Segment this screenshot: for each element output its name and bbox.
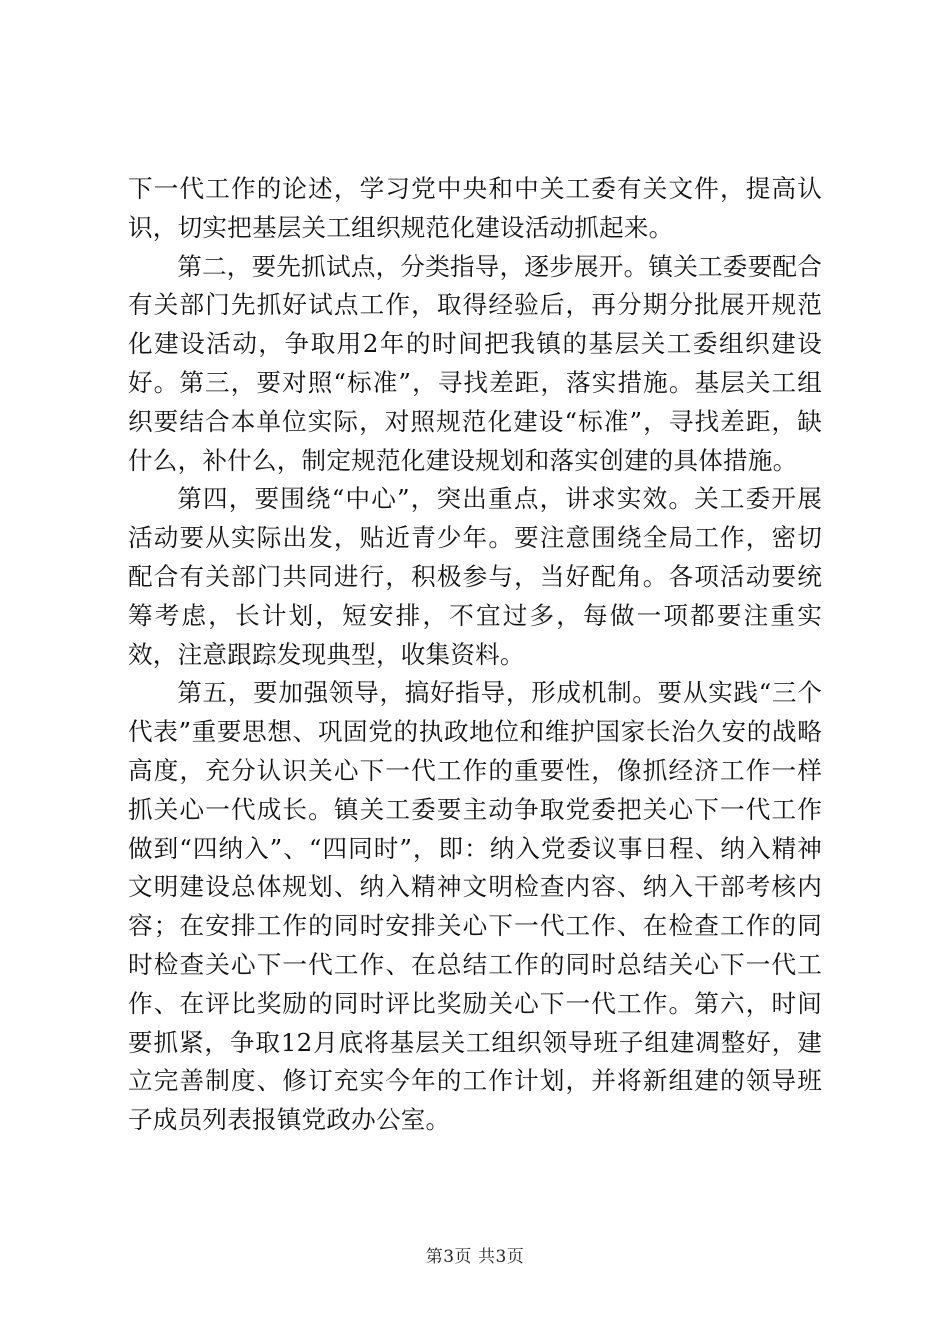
paragraph-fifth-sixth: 第五，要加强领导，搞好指导，形成机制。要从实践“三个代表”重要思想、巩固党的执政地位和维护国家长治久安的战略高度，充分认识关心下一代工作的重要性，像抓经济工作一样抓关心一代成长。镇关工委要主动争取党委把关心下一代工作做到“四纳入”、“四同时”，即：纳入党委议事日程、纳入精神文明建设总体规划、纳入精神文明检查内容、纳入干部考核内容；在安排工作的同时安排关心下一代工作、在检查工作的同时检查关心下一代工作、在总结工作的同时总结关心下一代工作、在评比奖励的同时评比奖励关心下一代工作。第六，时间要抓紧，争取12月底将基层关工组织领导班子组建凋整好，建立完善制度、修订充实今年的工作计划，并将新组建的领导班子成员列表报镇党政办公室。	[128, 678, 822, 1135]
paragraph-second-third: 第二，要先抓试点，分类指导，逐步展开。镇关工委要配合有关部门先抓好试点工作，取得经验后，再分期分批展开规范化建设活动，争取用2年的时间把我镇的基层关工委组织建设好。第三，要对照“标准”，寻找差距，落实措施。基层关工组织要结合本单位实际，对照规范化建设“标准”，寻找差距，缺什么，补什么，制定规范化建设规划和落实创建的具体措施。	[128, 251, 822, 475]
document-body	[128, 170, 822, 1140]
paragraph-fourth: 第四，要围绕“中心”，突出重点，讲求实效。关工委开展活动要从实际出发，贴近青少年。要注意围绕全局工作，密切配合有关部门共同进行，积极参与，当好配角。各项活动要统筹考虑，长计划，短安排，不宜过多，每做一项都要注重实效，注意跟踪发现典型，收集资料。	[128, 484, 822, 669]
paragraph-continuation: 下一代工作的论述，学习党中央和中关工委有关文件，提高认识，切实把基层关工组织规范化建设活动抓起来。	[128, 174, 822, 242]
page-number-footer: 第3页 共3页	[425, 1247, 525, 1267]
